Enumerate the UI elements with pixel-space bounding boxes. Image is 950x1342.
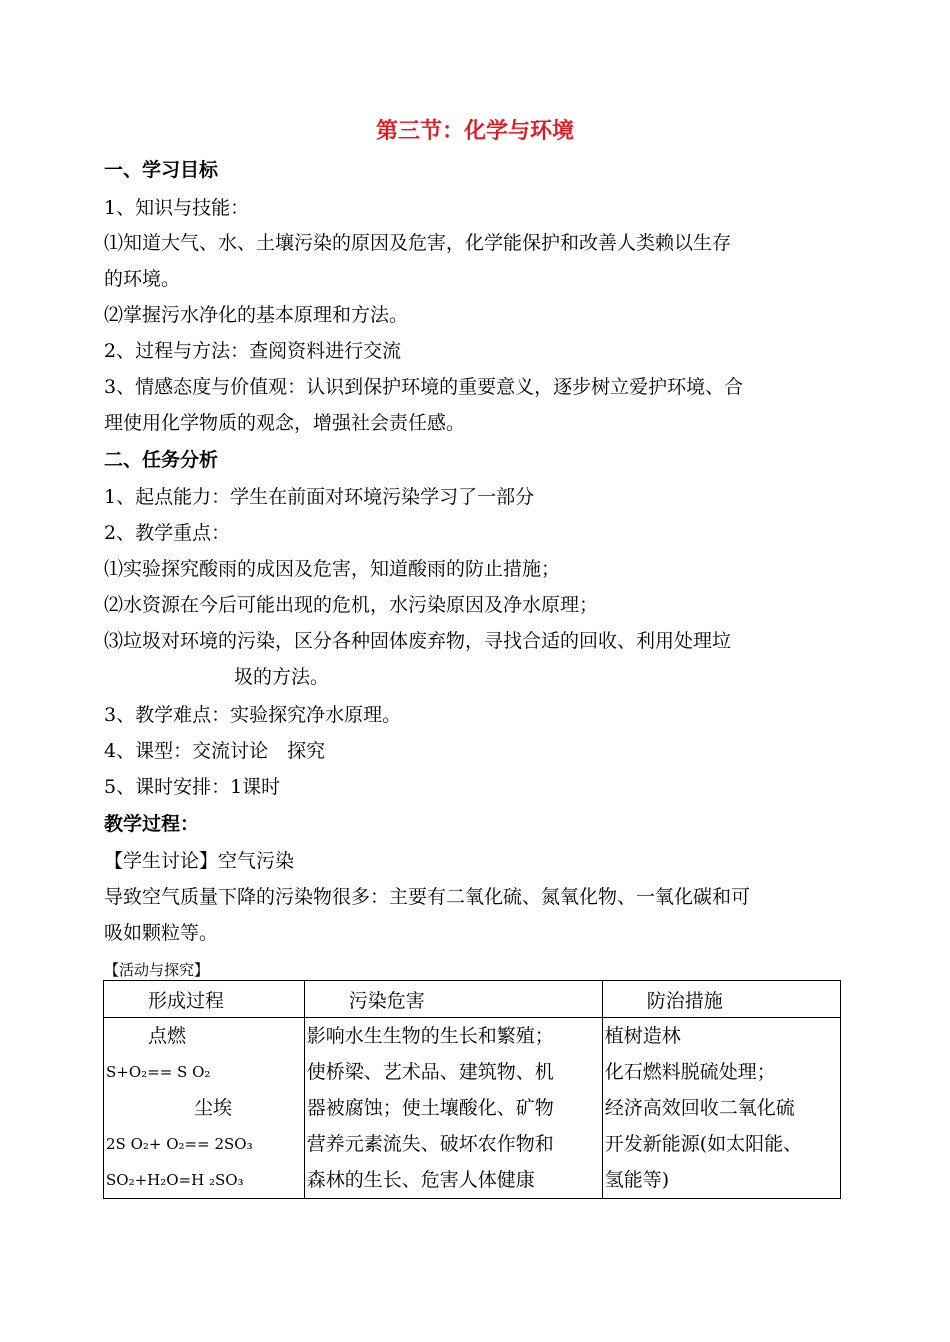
text-line: 【活动与探究】 <box>104 961 210 979</box>
text-line: 2、过程与方法：查阅资料进行交流 <box>104 340 402 362</box>
text-line: 2、教学重点： <box>104 522 231 544</box>
table-header-cell: 防治措施 <box>602 981 840 1018</box>
text-line: 吸如颗粒等。 <box>104 922 219 944</box>
text-line: 3、教学难点：实验探究净水原理。 <box>104 704 402 726</box>
cell-text-line: 植树造林 <box>604 1025 681 1047</box>
table-header-cell: 形成过程 <box>104 981 305 1018</box>
text-line: 的环境。 <box>104 268 181 290</box>
chemical-equation: SO₂+H₂O=H ₂SO₃ <box>106 1171 244 1189</box>
page-title: 第三节：化学与环境 <box>375 119 574 144</box>
text-line: ⑴实验探究酸雨的成因及危害，知道酸雨的防止措施； <box>104 558 561 580</box>
cell-text-line: 使桥梁、艺术品、建筑物、机 <box>306 1061 554 1083</box>
cell-text-line: 氢能等) <box>604 1169 670 1191</box>
section-heading-analysis: 二、任务分析 <box>104 449 219 471</box>
section-heading-process: 教学过程： <box>104 813 200 835</box>
text-line: 1、起点能力：学生在前面对环境污染学习了一部分 <box>104 486 535 508</box>
table-header-cell: 污染危害 <box>304 981 602 1018</box>
table-cell-formation <box>104 1018 305 1199</box>
text-line: 导致空气质量下降的污染物很多：主要有二氧化硫、氮氧化物、一氧化碳和可 <box>104 886 751 908</box>
text-line: 4、课型：交流讨论 探究 <box>104 740 326 762</box>
cell-text-line: 开发新能源(如太阳能、 <box>604 1133 803 1155</box>
condition-label: 点燃 <box>148 1025 187 1047</box>
table-header-row <box>104 981 841 1018</box>
condition-label: 尘埃 <box>194 1097 233 1119</box>
text-line: ⑴知道大气、水、土壤污染的原因及危害，化学能保护和改善人类赖以生存 <box>104 232 732 254</box>
table-row <box>104 1018 841 1199</box>
text-line: 圾的方法。 <box>234 666 330 688</box>
cell-text-line: 营养元素流失、破坏农作物和 <box>306 1133 554 1155</box>
text-line: 3、情感态度与价值观：认识到保护环境的重要意义，逐步树立爱护环境、合 <box>104 376 744 398</box>
activity-table <box>103 980 841 1199</box>
text-line: 5、课时安排：1课时 <box>104 776 281 798</box>
text-line: ⑶垃圾对环境的污染，区分各种固体废弃物，寻找合适的回收、利用处理垃 <box>104 630 732 652</box>
text-line: 【学生讨论】空气污染 <box>104 850 295 872</box>
cell-text-line: 经济高效回收二氧化硫 <box>604 1097 795 1119</box>
cell-text-line: 器被腐蚀；使土壤酸化、矿物 <box>306 1097 554 1119</box>
text-line: ⑵水资源在今后可能出现的危机，水污染原因及净水原理； <box>104 594 599 616</box>
table-cell-prevention <box>602 1018 840 1199</box>
cell-text-line: 影响水生生物的生长和繁殖； <box>306 1025 554 1047</box>
section-heading-objectives: 一、学习目标 <box>104 159 219 181</box>
text-line: 1、知识与技能： <box>104 197 250 219</box>
text-line: ⑵掌握污水净化的基本原理和方法。 <box>104 304 409 326</box>
cell-text-line: 化石燃料脱硫处理； <box>604 1061 776 1083</box>
chemical-equation: S+O₂== S O₂ <box>106 1063 211 1081</box>
chemical-equation: 2S O₂+ O₂== 2SO₃ <box>106 1135 253 1153</box>
table-cell-harm <box>304 1018 602 1199</box>
text-line: 理使用化学物质的观念，增强社会责任感。 <box>104 412 466 434</box>
cell-text-line: 森林的生长、危害人体健康 <box>306 1169 535 1191</box>
